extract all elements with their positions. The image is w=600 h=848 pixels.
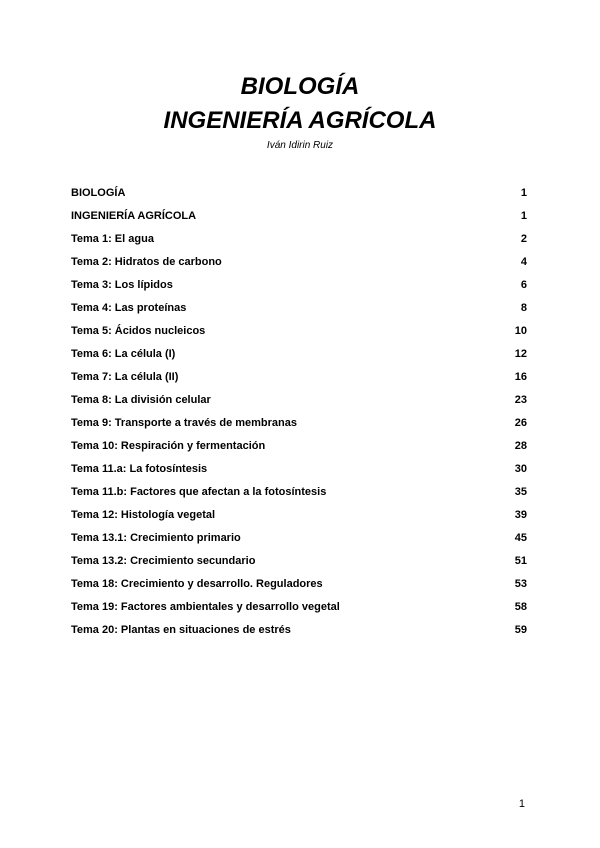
toc-entry[interactable] [71, 484, 527, 507]
toc-entry[interactable] [71, 346, 527, 369]
toc-entry[interactable] [71, 208, 527, 231]
toc-entry-title: Tema 4: Las proteínas [71, 302, 187, 314]
toc-entry[interactable] [71, 438, 527, 461]
toc-entry-page: 4 [520, 256, 527, 268]
toc-entry-page: 8 [520, 302, 527, 314]
toc-entry[interactable] [71, 507, 527, 530]
toc-entry-page: 1 [520, 187, 527, 199]
toc-entry-page: 16 [514, 371, 527, 383]
toc-entry[interactable] [71, 323, 527, 346]
toc-entry-title: Tema 3: Los lípidos [71, 279, 173, 291]
document-author: Iván Idirin Ruiz [266, 140, 334, 151]
toc-entry[interactable] [71, 415, 527, 438]
toc-entry-title: Tema 7: La célula (II) [71, 371, 179, 383]
toc-entry[interactable] [71, 231, 527, 254]
toc-entry-title: Tema 18: Crecimiento y desarrollo. Reguladores [71, 578, 323, 590]
toc-entry-page: 2 [520, 233, 527, 245]
toc-entry-page: 6 [520, 279, 527, 291]
toc-entry[interactable] [71, 277, 527, 300]
toc-entry-title: Tema 11.a: La fotosíntesis [71, 463, 208, 475]
toc-entry-page: 28 [514, 440, 527, 452]
toc-entry[interactable] [71, 392, 527, 415]
toc-entry-title: Tema 8: La división celular [71, 394, 211, 406]
toc-entry-title: Tema 12: Histología vegetal [71, 509, 216, 521]
document-title-line-1: BIOLOGÍA [240, 73, 360, 100]
toc-entry[interactable] [71, 461, 527, 484]
toc-entry-title: Tema 13.2: Crecimiento secundario [71, 555, 256, 567]
toc-entry-title: Tema 5: Ácidos nucleicos [71, 325, 206, 337]
toc-entry-title: Tema 9: Transporte a través de membranas [71, 417, 298, 429]
toc-entry-title: Tema 19: Factores ambientales y desarrollo vegetal [71, 601, 340, 613]
toc-entry-page: 59 [514, 624, 527, 636]
toc-entry[interactable] [71, 622, 527, 645]
toc-entry-title: Tema 11.b: Factores que afectan a la fotosíntesis [71, 486, 327, 498]
toc-entry[interactable] [71, 599, 527, 622]
toc-entry-page: 45 [514, 532, 527, 544]
document-title-line-2: INGENIERÍA AGRÍCOLA [163, 107, 437, 134]
toc-entry[interactable] [71, 300, 527, 323]
toc-entry-page: 53 [514, 578, 527, 590]
toc-entry-title: Tema 13.1: Crecimiento primario [71, 532, 241, 544]
toc-entry-title: Tema 2: Hidratos de carbono [71, 256, 222, 268]
toc-entry-title: BIOLOGÍA [71, 187, 126, 199]
page-number: 1 [518, 798, 525, 810]
toc-entry-page: 35 [514, 486, 527, 498]
toc-entry-page: 1 [520, 210, 527, 222]
toc-entry-title: Tema 6: La célula (I) [71, 348, 176, 360]
toc-entry-page: 10 [514, 325, 527, 337]
toc-entry-title: Tema 20: Plantas en situaciones de estrés [71, 624, 291, 636]
toc-entry-title: Tema 10: Respiración y fermentación [71, 440, 266, 452]
toc-entry[interactable] [71, 530, 527, 553]
toc-entry-page: 26 [514, 417, 527, 429]
toc-entry[interactable] [71, 254, 527, 277]
toc-entry-page: 30 [514, 463, 527, 475]
toc-entry-title: INGENIERÍA AGRÍCOLA [71, 210, 197, 222]
toc-entry-page: 12 [514, 348, 527, 360]
toc-entry-title: Tema 1: El agua [71, 233, 154, 245]
toc-entry-page: 23 [514, 394, 527, 406]
toc-entry[interactable] [71, 553, 527, 576]
toc-entry-page: 58 [514, 601, 527, 613]
toc-entry-page: 39 [514, 509, 527, 521]
toc-entry-page: 51 [514, 555, 527, 567]
toc-entry[interactable] [71, 185, 527, 208]
toc-entry[interactable] [71, 369, 527, 392]
toc-entry[interactable] [71, 576, 527, 599]
table-of-contents [71, 185, 527, 645]
